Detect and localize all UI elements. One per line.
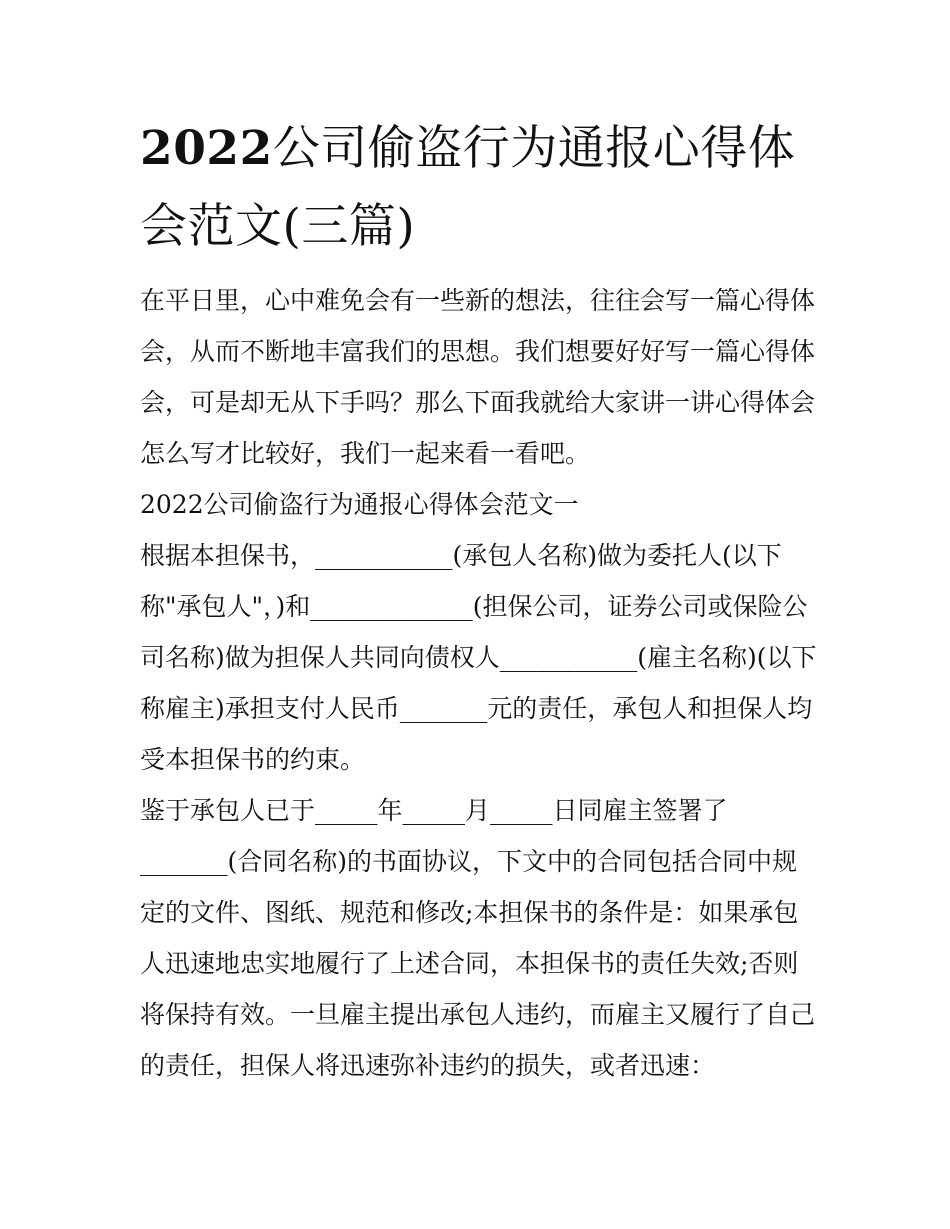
title-year: 2022 — [140, 121, 273, 176]
text-line: 怎么写才比较好，我们一起来看一看吧。 — [140, 439, 591, 468]
text-line: 将保持有效。一旦雇主提出承包人违约，而雇主又履行了自己 — [140, 1000, 816, 1029]
text-line: 在平日里，心中难免会有一些新的想法，往往会写一篇心得体 — [140, 286, 816, 315]
text-line: 根据本担保书，___________(承包人名称)做为委托人(以下 — [140, 541, 782, 570]
paragraph-contract — [140, 785, 830, 1091]
text-line: 称雇主)承担支付人民币_______元的责任，承包人和担保人均 — [140, 694, 813, 723]
document-body — [140, 275, 830, 1091]
intro-paragraph — [140, 275, 830, 479]
text-line: 鉴于承包人已于_____年_____月_____日同雇主签署了 — [140, 796, 728, 825]
text-line: 的责任，担保人将迅速弥补违约的损失，或者迅速： — [140, 1051, 716, 1080]
text-line: 人迅速地忠实地履行了上述合同，本担保书的责任失效;否则 — [140, 949, 799, 978]
paragraph-guarantee — [140, 530, 830, 785]
document-title — [140, 110, 840, 266]
title-line2: 会范文(三篇) — [140, 199, 416, 254]
text-line: _______(合同名称)的书面协议，下文中的合同包括合同中规 — [140, 847, 798, 876]
section-heading: 2022公司偷盗行为通报心得体会范文一 — [140, 490, 579, 519]
text-line: 会，从而不断地丰富我们的思想。我们想要好好写一篇心得体 — [140, 337, 816, 366]
text-line: 称"承包人"，)和_____________(担保公司，证券公司或保险公 — [140, 592, 808, 621]
text-line: 会，可是却无从下手吗？那么下面我就给大家讲一讲心得体会 — [140, 388, 816, 417]
text-line: 受本担保书的约束。 — [140, 745, 366, 774]
title-line1-rest: 公司偷盗行为通报心得体 — [272, 121, 796, 176]
text-line: 司名称)做为担保人共同向债权人___________(雇主名称)(以下 — [140, 643, 817, 672]
text-line: 定的文件、图纸、规范和修改;本担保书的条件是：如果承包 — [140, 898, 799, 927]
